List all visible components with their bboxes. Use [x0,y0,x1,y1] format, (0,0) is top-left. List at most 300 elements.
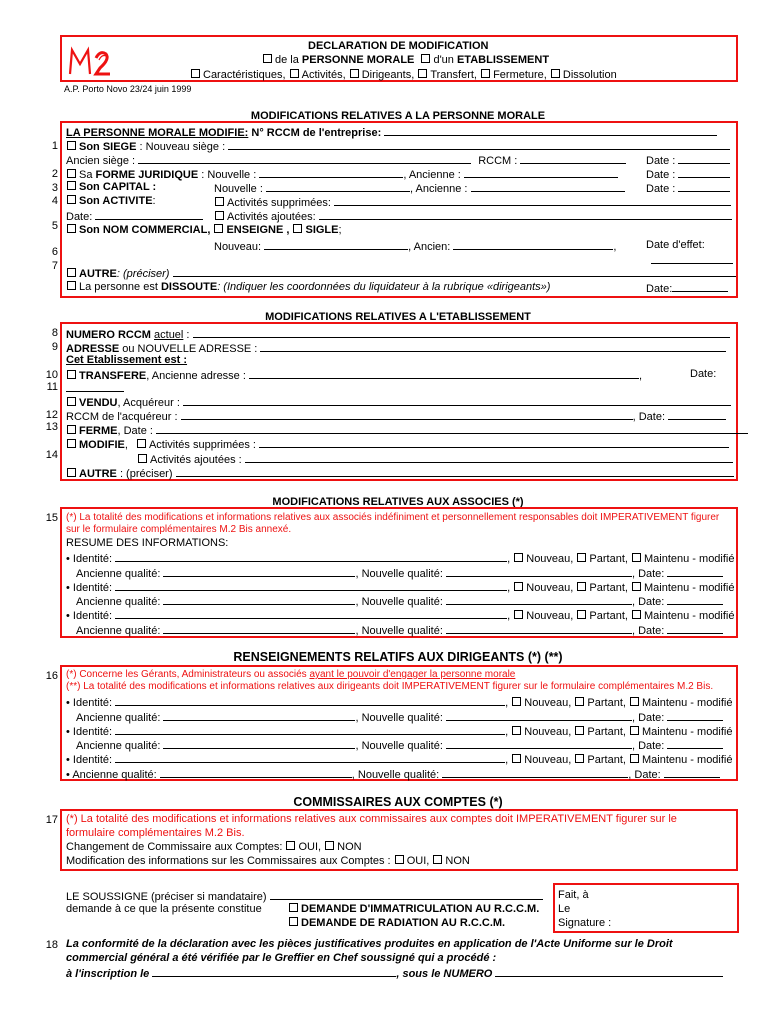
label: AUTRE [79,268,117,280]
ancienne-qualite-field[interactable] [163,622,355,634]
cac-note: (*) La totalité des modifications et informations relatives aux commissaires aux comptes doit IMPERATIVEMENT figurer sur le [66,813,677,825]
label: , [505,697,509,709]
label: FORME JURIDIQUE [95,169,199,181]
ancienne-qualite-field[interactable] [163,593,355,605]
bullet: • [66,754,73,766]
identite-field[interactable] [115,751,505,763]
qualite-row [76,622,723,638]
checkbox[interactable] [137,439,146,448]
label: ou NOUVELLE ADRESSE : [119,343,261,355]
identite-field[interactable] [115,607,507,619]
label: , Date: [631,596,668,608]
label: AUTRE [79,468,117,480]
ancien-capital-field[interactable] [471,180,625,192]
label: NUMERO RCCM [66,329,151,341]
nouvelle-qualite-field[interactable] [446,622,632,634]
label: Nouveau: [214,241,265,253]
footer-line1: La conformité de la déclaration avec les pièces justificatives produites en application de l'Acte Uniforme sur le Droit [66,938,673,950]
label: Partant, [589,553,628,565]
checkbox[interactable] [577,610,586,619]
checkbox[interactable] [286,841,295,850]
checkbox[interactable] [289,903,298,912]
nouvelle-qualite-field[interactable] [446,565,632,577]
checkbox[interactable] [514,553,523,562]
label: , [124,439,128,451]
bullet: • [66,553,73,565]
label: Nouveau, [524,725,572,738]
date [646,280,728,296]
ancien-siege-field[interactable] [138,152,471,164]
checkbox[interactable] [577,553,586,562]
checkbox[interactable] [632,582,641,591]
inscription-date-field[interactable] [152,965,396,977]
label: Maintenu - modifié [642,754,733,766]
row-number: 8 [51,327,58,339]
date-field[interactable] [678,166,730,178]
checkbox[interactable] [138,454,147,463]
label: DISSOUTE [160,281,218,293]
row-number: 6 [51,246,58,258]
checkbox[interactable] [67,224,76,233]
checkbox[interactable] [67,439,76,448]
bullet: • [66,581,73,594]
row-number: 3 [51,182,58,194]
checkbox[interactable] [630,726,639,735]
label: , Date: [631,567,668,580]
label: Date : [646,183,679,195]
date-field[interactable] [678,152,730,164]
pm-dissoute-row [66,280,550,294]
label: Ancienne qualité: [76,567,164,580]
label: à l'inscription le [66,968,153,980]
date-effet: Date d'effet: [646,239,705,251]
label: , [638,370,643,382]
label: Partant, [587,697,626,709]
row-number: 5 [51,220,58,232]
etab-autre-row [66,465,734,481]
date-field[interactable] [667,737,723,749]
label: , Date: [628,768,664,781]
label: ENSEIGNE , [226,224,290,236]
soussigne-field[interactable] [270,888,543,900]
ancienne-adresse-field[interactable] [249,367,639,379]
label: : Nouvelle : [198,169,260,181]
label: OUI, [406,855,430,867]
option-caracteristiques: Caractéristiques, [203,69,286,81]
checkbox[interactable] [421,54,430,63]
row-number: 15 [45,512,58,524]
ancienne-qualite-field[interactable] [160,766,352,778]
checkbox[interactable] [350,69,359,78]
dir-note2: (**) La totalité des modifications et informations relatives aux dirigeants doit IMPERATIVEMENT figurer sur le formulaire complémentaires M.2 Bis. [66,681,714,692]
date-field[interactable] [678,180,730,192]
label: : Nouveau siège : [136,141,229,153]
demande-row: demande à ce que la présente constitue [66,903,262,915]
checkbox[interactable] [67,281,76,290]
label: : (préciser) [116,268,173,280]
label: Maintenu - modifié [644,610,735,622]
row-number: 10 [45,369,58,381]
label: Partant, [589,610,628,622]
row-number: 1 [51,140,58,152]
section-title-assoc: MODIFICATIONS RELATIVES AUX ASSOCIES (*) [272,496,524,508]
label: TRANSFERE [79,370,147,382]
label: , Date: [631,740,668,752]
etab-transfere-row [66,367,642,383]
assoc-note: (*) La totalité des modifications et informations relatives aux associés indéfiniment et personnellement responsables doit IMPERATIVEMENT figurer [66,512,720,523]
date-field[interactable] [667,622,723,634]
label: , Nouvelle qualité: [355,711,446,724]
checkbox[interactable] [290,69,299,78]
reference: A.P. Porto Novo 23/24 juin 1999 [64,84,192,94]
option-dirigeants: Dirigeants, [361,69,415,81]
autre-field[interactable] [173,265,736,277]
identite-field[interactable] [115,550,507,562]
cac-note2: formulaire complémentaires M.2 Bis. [66,827,245,839]
label: Date : [646,155,679,167]
m2-logo [66,44,118,78]
checkbox[interactable] [575,726,584,735]
cac-chg-row [66,840,362,854]
label: , [507,610,511,622]
identite-field[interactable] [115,694,505,706]
ancien-nom-field[interactable] [453,238,613,250]
checkbox[interactable] [575,697,584,706]
label: RCCM : [478,155,521,167]
checkbox[interactable] [67,268,76,277]
label: OUI, [298,841,322,853]
date-field[interactable] [667,709,723,721]
numero-field[interactable] [495,965,723,977]
activites-supprimees-field[interactable] [334,194,731,206]
label: : (préciser) [116,468,176,480]
checkbox[interactable] [67,169,76,178]
label: , sous le NUMERO [396,968,496,980]
label: Nouveau, [526,610,574,622]
label: Date : [646,169,679,181]
nouveau-capital-field[interactable] [266,180,410,192]
adresse-field[interactable] [260,340,726,352]
label: Maintenu - modifié [644,553,735,565]
checkbox[interactable] [433,855,442,864]
row-number: 18 [45,939,58,951]
nouvelle-qualite-field[interactable] [442,766,628,778]
section-title-dir: RENSEIGNEMENTS RELATIFS AUX DIRIGEANTS (*) (**) [233,650,563,664]
label: Identité: [72,553,116,565]
checkbox[interactable] [263,54,272,63]
nouvelle-forme-field[interactable] [259,166,403,178]
label: Identité: [72,725,116,738]
section-title-cac: COMMISSAIRES AUX COMPTES (*) [293,795,503,809]
date-field[interactable] [95,208,203,220]
label: , Ancienne adresse : [146,370,249,382]
etab-est: Cet Etablissement est : [66,354,188,366]
label: , Date: [631,711,668,724]
label: Maintenu - modifié [642,697,733,709]
row-number: 17 [45,814,58,826]
date-field[interactable] [672,280,728,292]
nouvelle-qualite-field[interactable] [446,709,632,721]
pm-autre-row [66,265,736,281]
activites-ajoutees-field[interactable] [319,208,732,220]
label: DEMANDE DE RADIATION AU R.C.C.M. [301,917,506,929]
label-etablissement: ETABLISSEMENT [456,54,550,66]
date-field[interactable] [651,252,733,264]
header-options [190,68,617,82]
label: , Nouvelle qualité: [355,624,446,637]
checkbox[interactable] [215,197,224,206]
row-number: 14 [45,449,58,461]
label: Modification des informations sur les Commissaires aux Comptes : [66,855,394,867]
label: , Acquéreur : [117,397,183,409]
checkbox[interactable] [289,917,298,926]
checkbox[interactable] [575,754,584,763]
label: Changement de Commissaire aux Comptes: [66,841,286,853]
label: , Ancienne : [409,183,471,195]
label: , Ancien: [408,241,454,253]
label: VENDU [79,397,118,409]
autre-field[interactable] [176,465,734,477]
checkbox[interactable] [67,195,76,204]
label: La personne est [79,281,161,293]
label: , [507,553,511,565]
label: Activités ajoutées: [227,211,319,223]
acquereur-field[interactable] [183,394,731,406]
cac-modif-row [66,854,470,868]
row-number: 7 [51,260,58,272]
date-field[interactable] [668,408,726,420]
rccm-acquereur-field[interactable] [181,408,633,420]
activites-supprimees-field[interactable] [259,436,729,448]
row-number: 9 [51,341,58,353]
footer-line3 [66,965,723,981]
radiation-row [288,916,505,930]
label: Ancienne qualité: [72,768,160,781]
label: : [183,329,193,341]
label: DEMANDE D'IMMATRICULATION AU R.C.C.M. [301,903,540,915]
date-field[interactable] [664,766,720,778]
bullet: • [66,697,73,709]
label: , Date : [117,425,157,437]
label: Son NOM COMMERCIAL, [79,224,211,236]
rccm-field[interactable] [520,152,626,164]
ancienne-qualite-field[interactable] [163,565,355,577]
label: Identité: [72,754,116,766]
bullet: • [66,768,73,781]
checkbox[interactable] [215,211,224,220]
date: Date: [690,368,717,380]
etab-modifie-row [66,436,729,452]
bullet: • [66,610,73,622]
checkbox[interactable] [481,69,490,78]
checkbox[interactable] [512,697,521,706]
checkbox[interactable] [632,553,641,562]
label: FERME [79,425,118,437]
checkbox[interactable] [67,181,76,190]
label: Son ACTIVITE [79,195,153,207]
label: Nouveau, [524,697,572,709]
label: , [613,241,617,253]
nouveau-nom-field[interactable] [264,238,408,250]
label: , Nouvelle qualité: [355,740,446,752]
label-personne-morale: PERSONNE MORALE [301,54,415,66]
label: Nouveau, [526,581,574,594]
checkbox[interactable] [630,697,639,706]
row-number: 13 [45,421,58,433]
label: Ancienne qualité: [76,711,164,724]
rccm-field[interactable] [193,326,730,338]
immat-row [288,902,539,916]
checkbox[interactable] [577,582,586,591]
label: , Date: [631,624,668,637]
label: SIGLE [305,224,339,236]
label: Date: [646,283,673,295]
checkbox[interactable] [67,370,76,379]
date-field[interactable] [156,422,748,434]
label: , Ancienne : [403,169,464,181]
section-title-pm: MODIFICATIONS RELATIVES A LA PERSONNE MORALE [250,110,546,122]
label: Sa [79,169,96,181]
ancienne-qualite-field[interactable] [163,709,355,721]
fait-a: Fait, à [558,889,589,901]
row-number: 4 [51,195,58,207]
label: , [507,581,511,594]
label: LE SOUSSIGNE (préciser si mandataire) [66,891,270,903]
label: Partant, [587,754,626,766]
label: Partant, [587,725,626,738]
section-title-etab: MODIFICATIONS RELATIVES A L'ETABLISSEMENT [265,311,531,323]
label: : (Indiquer les coordonnées du liquidateur à la rubrique «dirigeants») [217,281,551,293]
label: : [152,195,156,207]
checkbox[interactable] [632,610,641,619]
label: Son CAPITAL : [79,181,157,193]
checkbox[interactable] [214,224,223,233]
text: (*) Concerne les Gérants, Administrateurs ou associés [66,669,310,680]
checkbox[interactable] [67,141,76,150]
pm-nouveau-row [214,238,616,254]
label: Activités supprimées: [227,197,334,209]
checkbox[interactable] [191,69,200,78]
label: LA PERSONNE MORALE MODIFIE: [66,127,249,139]
nouvelle-qualite-field[interactable] [446,593,632,605]
label: , Nouvelle qualité: [355,596,446,608]
row-number: 2 [51,168,58,180]
checkbox[interactable] [630,754,639,763]
pm-capital-row [66,180,156,194]
row-number: 11 [46,381,58,393]
label: Nouvelle : [214,183,266,195]
form-title: DECLARATION DE MODIFICATION [308,40,489,52]
label: Nouveau, [524,754,572,766]
label: Identité: [72,581,116,594]
label: actuel [154,329,184,341]
activites-ajoutees-field[interactable] [245,451,733,463]
bullet: • [66,725,73,738]
checkbox[interactable] [395,855,404,864]
checkbox[interactable] [325,841,334,850]
checkbox[interactable] [293,224,302,233]
checkbox[interactable] [514,610,523,619]
identite-field[interactable] [115,579,507,591]
label: ADRESSE [66,343,120,355]
qualite-row [66,766,720,782]
label: , Nouvelle qualité: [351,768,443,781]
label: Ancienne qualité: [76,740,164,752]
label: Identité: [72,697,116,709]
label: Son SIEGE [79,141,137,153]
date-field[interactable] [667,593,723,605]
text: d'un [433,54,457,66]
label: ; [338,224,342,236]
checkbox[interactable] [514,582,523,591]
pm-date-row [66,208,203,224]
assoc-resume: RESUME DES INFORMATIONS: [66,537,229,549]
nouveau-siege-field[interactable] [228,138,730,150]
checkbox[interactable] [512,754,521,763]
label: Identité: [72,610,116,622]
label: Maintenu - modifié [644,581,735,594]
text: de la [275,54,302,66]
date-field[interactable] [667,565,723,577]
ancienne-qualite-field[interactable] [163,737,355,749]
pm-act-ajout [214,208,732,224]
checkbox[interactable] [418,69,427,78]
label: , [505,725,509,738]
label: , Nouvelle qualité: [355,567,446,580]
row-number: 16 [45,670,58,682]
checkbox[interactable] [67,468,76,477]
checkbox[interactable] [551,69,560,78]
checkbox[interactable] [512,726,521,735]
label: Ancienne qualité: [76,624,164,637]
label: , Date: [632,411,669,423]
checkbox[interactable] [67,425,76,434]
checkbox[interactable] [67,397,76,406]
label: NON [445,855,470,867]
option-dissolution: Dissolution [562,69,617,81]
label: RCCM de l'acquéreur : [66,411,181,423]
label: Activités supprimées : [148,439,260,451]
label: Maintenu - modifié [642,725,733,738]
assoc-note2: sur le formulaire complémentaires M.2 Bis annexé. [66,524,292,535]
rccm-field[interactable] [384,124,717,136]
label: Ancien siège : [66,155,139,167]
le: Le [558,903,571,915]
option-transfert: Transfert, [430,69,477,81]
date-field[interactable] [66,380,124,392]
label: NON [337,841,362,853]
label: N° RCCM de l'entreprise: [248,127,385,139]
pm-nom-row [66,223,342,237]
identite-field[interactable] [115,723,505,735]
label: Partant, [589,581,628,594]
label: Ancienne qualité: [76,596,164,608]
option-fermeture: Fermeture, [493,69,547,81]
footer-line2: commercial général a été vérifiée par le Greffier en Chef soussigné qui a procédé : [66,952,497,964]
nouvelle-qualite-field[interactable] [446,737,632,749]
label: MODIFIE [79,439,125,451]
signature: Signature : [558,917,612,929]
label: , [505,754,509,766]
ancienne-forme-field[interactable] [464,166,618,178]
option-activites: Activités, [301,69,346,81]
label: Activités ajoutées : [150,454,245,466]
row-number: 12 [45,409,58,421]
pm-activite-row [66,194,156,208]
header-line2 [262,53,549,67]
label: Nouveau, [526,553,574,565]
text: ayant le pouvoir d'engager la personne morale [309,669,516,680]
